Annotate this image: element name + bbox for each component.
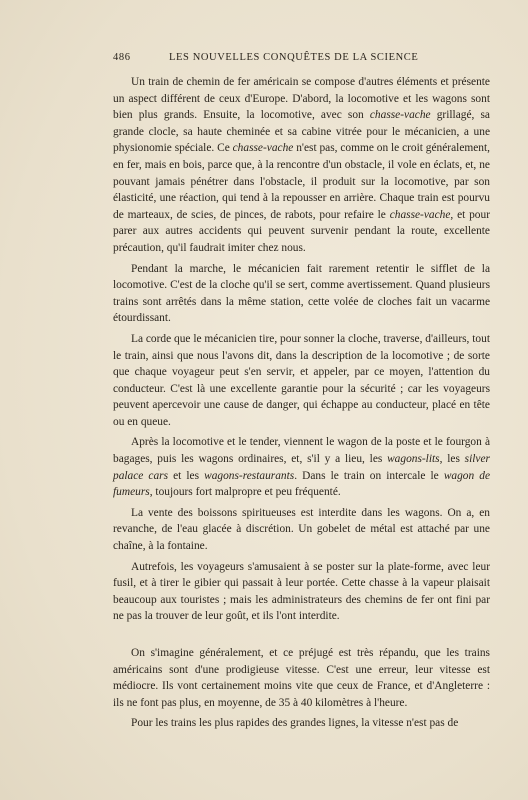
running-title: LES NOUVELLES CONQUÊTES DE LA SCIENCE [169, 52, 419, 63]
paragraph-bell-cord: La corde que le mécanicien tire, pour sonner la cloche, traverse, d'ailleurs, tout le train, ainsi que nous l'avons dit, dans la description de la locomotive ; de sorte que chaque voyageur peut s'en servir, et appeler, par ce moyen, l'attention du conducteur. C'est là une excellente garantie pour la sécurité ; car les voyageurs peuvent apercevoir une cause de danger, qui échappe au conducteur, placé en tête ou en queue. [113, 332, 490, 428]
paragraph-fast-trains: Pour les trains les plus rapides des grandes lignes, la vitesse n'est pas de [131, 717, 459, 730]
body-text [113, 74, 490, 732]
text-run: Un train de chemin de fer américain se compose d'autres éléments et présente un aspect différent de ceux d'Europe. D'abord, la locomotive et les wagons sont bien plus grands. Ensuite, la locomotive, avec son [113, 76, 490, 122]
italic-term: chasse-vache [369, 109, 431, 122]
italic-term: chasse-vache [232, 142, 294, 155]
paragraph-hunting: Autrefois, les voyageurs s'amusaient à se poster sur la plate-forme, avec leur fusil, et à tirer le gibier qui passait à leur portée. Cette chasse à la vapeur plaisait beaucoup aux touristes ; mais les administrateurs des chemins de fer ont fini par ne pas la trouver de leur goût, et ils l'ont interdite. [113, 560, 490, 623]
text-run: , toujours fort malpropre et peu fréquenté. [149, 486, 341, 499]
text-run: Après la locomotive et le tender, viennent le wagon de la poste et le fourgon à bagages, puis les wagons ordinaires, et, s'il y a lieu, les [113, 436, 490, 466]
text-run: , les [439, 453, 465, 466]
paragraph-speed: On s'imagine généralement, et ce préjugé est très répandu, que les trains américains sont d'une prodigieuse vitesse. C'est une erreur, leur vitesse est médiocre. Ils vont certainement moins vite que ceux de France, et d'Angleterre : ils ne font pas plus, en moyenne, de 35 à 40 kilomètres à l'heure. [113, 647, 490, 709]
page-number: 486 [113, 52, 131, 63]
paragraph-beverages: La vente des boissons spiritueuses est interdite dans les wagons. On a, en revanche, de l'eau glacée à discrétion. Un gobelet de métal est attaché par une chaîne, à la fontaine. [113, 506, 490, 553]
text-run: et les [168, 469, 205, 482]
italic-term: silver palace cars [113, 453, 490, 482]
italic-term: wagon de fumeurs [113, 469, 491, 499]
text-run: grillagé, sa grande clocle, sa haute cheminée et sa cabine vitrée pour le mécanicien, a une physionomie spéciale. Ce [113, 109, 490, 155]
text-run: n'est pas, comme on le croit généralement, en fer, mais en bois, parce que, à la rencontre d'un obstacle, il vole en éclats, et, ne pouvant jamais pénétrer dans l'obstacle, il produit sur la locomotive, par son élasticité, une réaction, qui tend à la repousser en arrière. Chaque train est pourvu de marteaux, de scies, de pinces, de rabots, pour refaire le [113, 142, 491, 221]
italic-term: wagons-lits [387, 453, 440, 466]
page-header [113, 52, 490, 68]
italic-term: wagons-restaurants [204, 469, 295, 482]
text-run: . Dans le train on intercale le [294, 469, 444, 482]
text-run: , et pour parer aux autres accidents qui peuvent survenir pendant la route, excellente précaution, qu'il faudrait imiter chez nous. [113, 208, 490, 254]
italic-term: chasse-vache [389, 208, 451, 221]
paragraph-american-train [113, 74, 490, 257]
paragraph-whistle-bell: Pendant la marche, le mécanicien fait rarement retentir le sifflet de la locomotive. C'est de la cloche qu'il se sert, comme avertissement. Quand plusieurs trains sont arrêtés dans la même station, cette volée de cloches fait un vacarme étourdissant. [113, 262, 490, 325]
paragraph-wagons [113, 434, 490, 500]
